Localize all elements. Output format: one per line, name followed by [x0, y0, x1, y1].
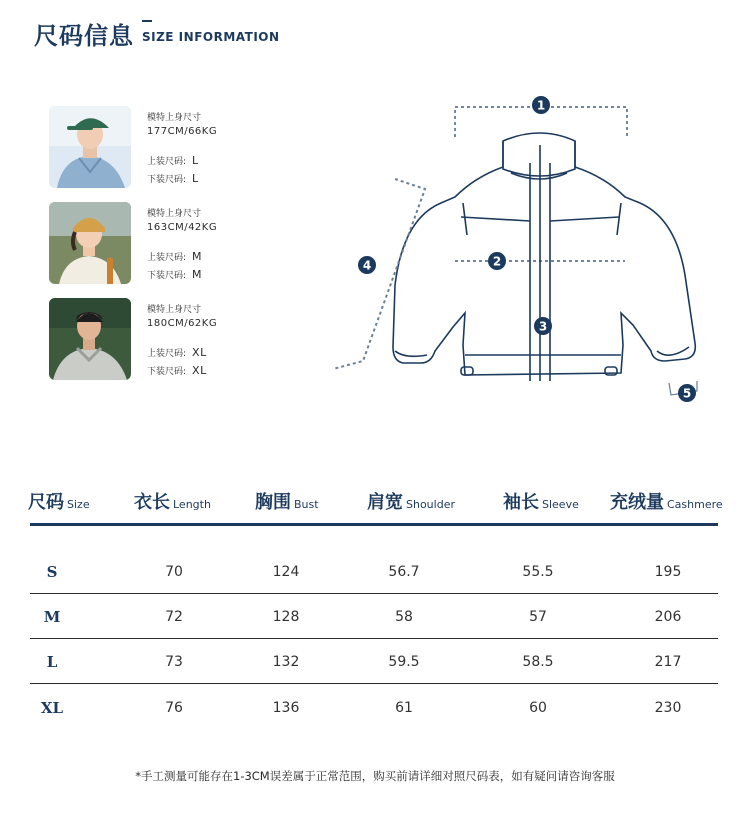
top-size-label: 上装尺码:	[147, 253, 187, 263]
footnote: *手工测量可能存在1-3CM误差属于正常范围，购买前请详细对照尺码表，如有疑问请咨询客服	[135, 769, 615, 783]
model-card-2	[49, 202, 309, 284]
header-length: 衣长 Length	[134, 492, 211, 513]
header-size: 尺码 Size	[28, 492, 90, 513]
header-shoulder: 肩宽 Shoulder	[367, 492, 455, 513]
bottom-size-value: XL	[192, 364, 207, 377]
length-cell: 70	[165, 564, 183, 580]
top-size-value: L	[192, 154, 199, 167]
model-card-1	[49, 106, 309, 188]
model-photo-1	[49, 106, 131, 188]
title-dash	[142, 20, 152, 22]
length-cell: 73	[165, 654, 183, 670]
bottom-size-value: L	[192, 172, 199, 185]
header-sleeve: 袖长 Sleeve	[503, 492, 579, 513]
table-row	[30, 550, 718, 594]
bottom-size-label: 下装尺码:	[147, 175, 187, 185]
sleeve-dimension-line	[333, 179, 425, 369]
shoulder-cell: 58	[395, 609, 413, 625]
shoulder-cell: 59.5	[388, 654, 420, 670]
marker-5-label: 5	[682, 386, 692, 401]
collar	[503, 141, 575, 176]
bottom-size-label: 下装尺码:	[147, 367, 187, 377]
sleeve-cell: 57	[529, 609, 547, 625]
bust-cell: 124	[272, 564, 300, 580]
size-cell: S	[46, 563, 58, 581]
bust-cell: 132	[272, 654, 300, 670]
model-spec: 180CM/62KG	[147, 318, 218, 329]
model-label: 模特上身尺寸	[147, 209, 202, 219]
zipper-placket	[530, 145, 550, 381]
header-rule	[30, 523, 718, 526]
table-row	[30, 640, 718, 684]
model-spec: 163CM/42KG	[147, 222, 218, 233]
top-size-value: XL	[192, 346, 207, 359]
sleeve-cell: 60	[529, 700, 547, 716]
size-table-header	[24, 488, 723, 524]
top-size-label: 上装尺码:	[147, 349, 187, 359]
model-spec: 177CM/66KG	[147, 126, 218, 137]
header-cashmere: 充绒量 Cashmere	[610, 492, 723, 513]
page-title: 尺码信息	[34, 22, 134, 50]
bottom-size-value: M	[192, 268, 203, 281]
size-cell: XL	[40, 699, 64, 717]
top-size-label: 上装尺码:	[147, 157, 187, 167]
size-cell: M	[43, 608, 61, 626]
model-photo-3	[49, 298, 131, 380]
row-divider	[30, 683, 718, 684]
bottom-size-label: 下装尺码:	[147, 271, 187, 281]
length-cell: 76	[165, 700, 183, 716]
page-subtitle: SIZE INFORMATION	[142, 30, 280, 44]
marker-4-label: 4	[362, 258, 372, 273]
jacket-measurement-diagram	[325, 85, 715, 419]
bust-cell: 136	[272, 700, 300, 716]
model-label: 模特上身尺寸	[147, 113, 202, 123]
sleeve-cell: 58.5	[522, 654, 554, 670]
header-bust: 胸围 Bust	[255, 492, 319, 513]
model-card-3	[49, 298, 309, 380]
shoulder-cell: 56.7	[388, 564, 420, 580]
cashmere-cell: 206	[654, 609, 682, 625]
marker-1-label: 1	[536, 98, 546, 113]
model-label: 模特上身尺寸	[147, 305, 202, 315]
model-photo-2	[49, 202, 131, 284]
marker-3-label: 3	[538, 319, 548, 334]
cashmere-cell: 217	[654, 654, 682, 670]
length-cell: 72	[165, 609, 183, 625]
cashmere-cell: 195	[654, 564, 682, 580]
bust-cell: 128	[272, 609, 300, 625]
marker-2-label: 2	[492, 254, 502, 269]
jacket-body-outline	[393, 133, 695, 375]
sleeve-cell: 55.5	[522, 564, 554, 580]
size-cell: L	[46, 653, 58, 671]
top-size-value: M	[192, 250, 203, 263]
row-divider	[30, 593, 718, 594]
table-row	[30, 595, 718, 639]
table-row	[30, 686, 718, 730]
cashmere-cell: 230	[654, 700, 682, 716]
row-divider	[30, 638, 718, 639]
shoulder-cell: 61	[395, 700, 413, 716]
